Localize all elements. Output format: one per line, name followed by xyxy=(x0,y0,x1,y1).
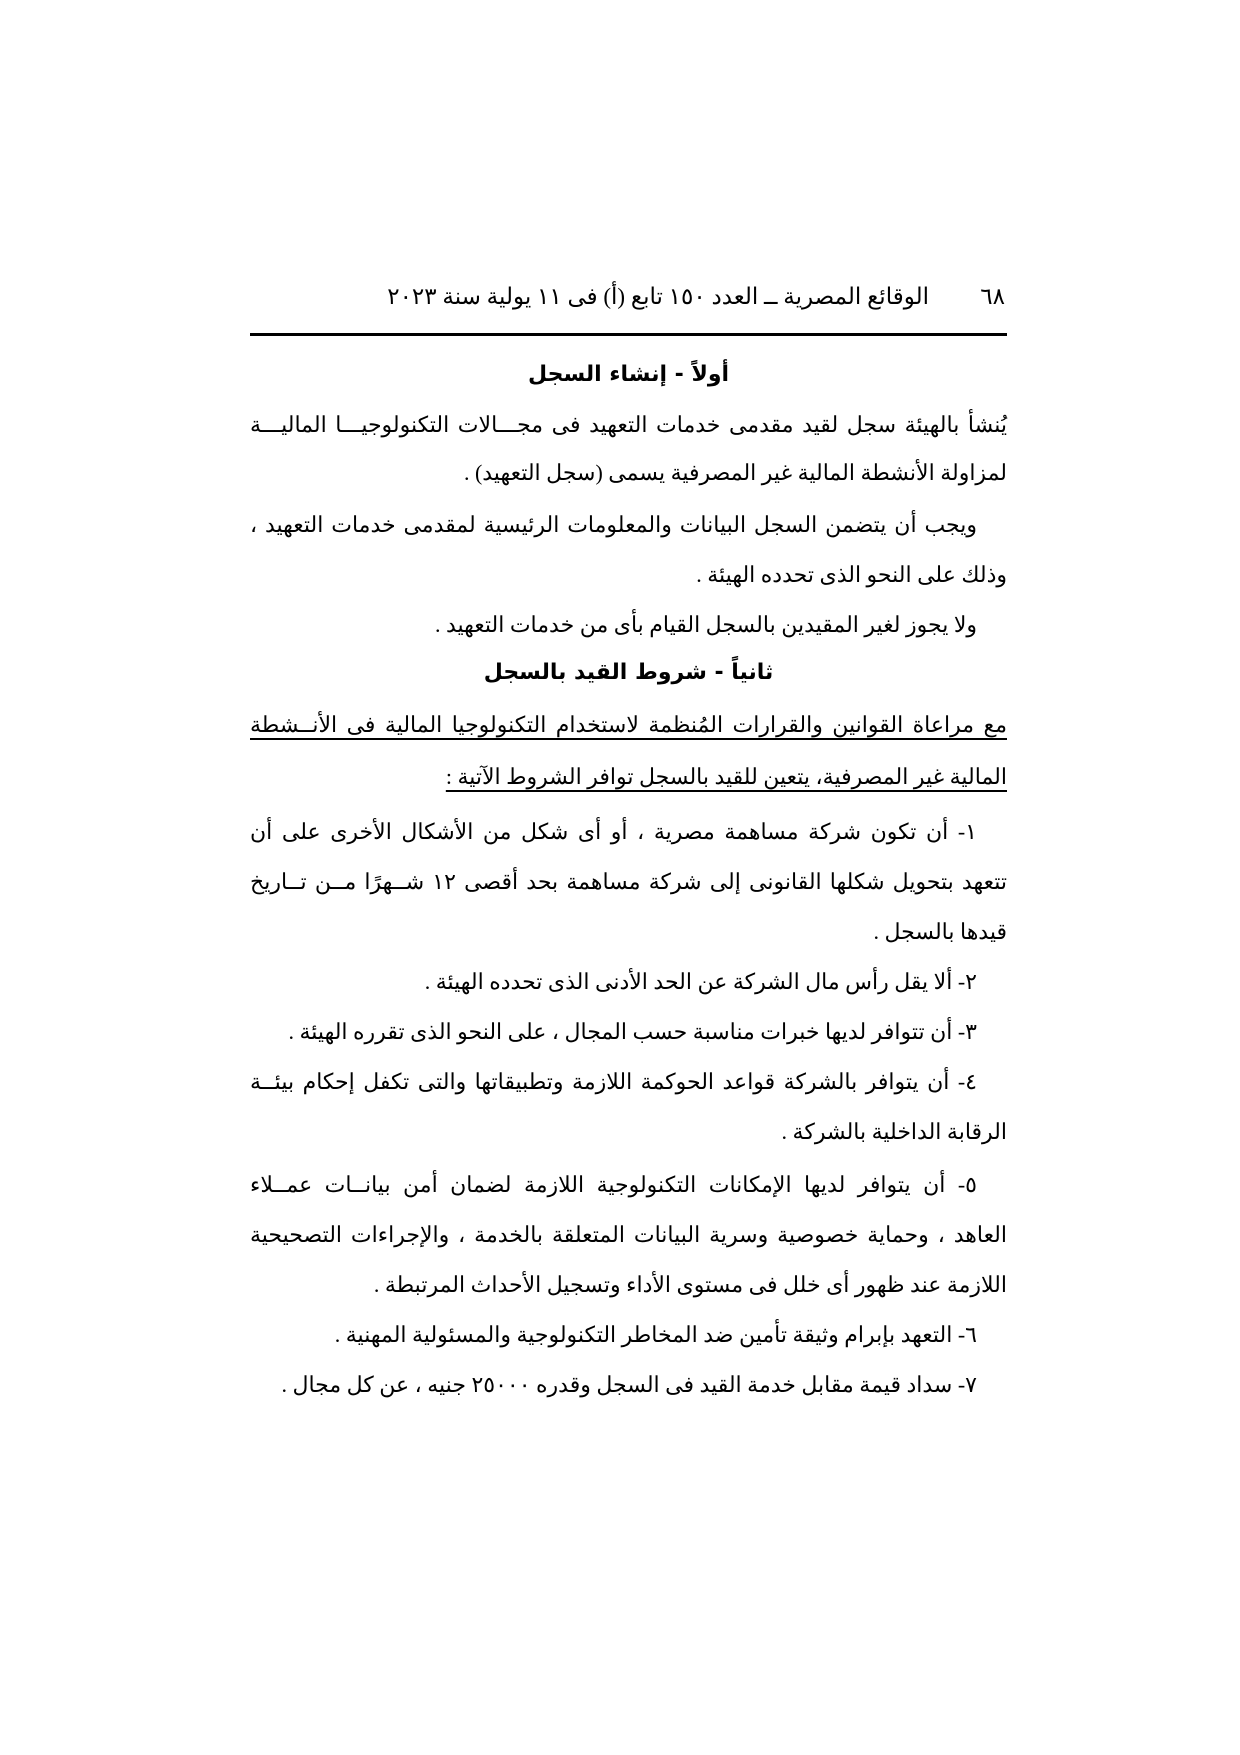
document-page xyxy=(250,0,1007,1755)
condition-line: ٣- أن تتوافر لديها خبرات مناسبة حسب المجال ، على النحو الذى تقرره الهيئة . xyxy=(288,1019,977,1044)
condition-line: ٤- أن يتوافر بالشركة قواعد الحوكمة اللازمة وتطبيقاتها والتى تكفل إحكام بيئــة xyxy=(250,1069,977,1094)
condition-line: تتعهد بتحويل شكلها القانونى إلى شركة مساهمة بحد أقصى ١٢ شــهرًا مــن تــاريخ xyxy=(250,869,1007,894)
intro-line: المالية غير المصرفية، يتعين للقيد بالسجل توافر الشروط الآتية : xyxy=(445,764,1007,789)
paragraph-line: ولا يجوز لغير المقيدين بالسجل القيام بأى من خدمات التعهيد . xyxy=(434,612,977,637)
condition-line: ٦- التعهد بإبرام وثيقة تأمين ضد المخاطر التكنولوجية والمسئولية المهنية . xyxy=(334,1322,977,1347)
condition-line: العاهد ، وحماية خصوصية وسرية البيانات المتعلقة بالخدمة ، والإجراءات التصحيحية xyxy=(250,1222,1007,1247)
paragraph-line: يُنشأ بالهيئة سجل لقيد مقدمى خدمات التعهيد فى مجـــالات التكنولوجيـــا الماليـــة xyxy=(250,412,1007,437)
page-header xyxy=(250,284,1007,324)
condition-line: ٢- ألا يقل رأس مال الشركة عن الحد الأدنى الذى تحدده الهيئة . xyxy=(424,969,977,994)
intro-line: مع مراعاة القوانين والقرارات المُنظمة لاستخدام التكنولوجيا المالية فى الأنــشطة xyxy=(250,712,1007,737)
paragraph-line: لمزاولة الأنشطة المالية غير المصرفية يسمى (سجل التعهيد) . xyxy=(463,460,1007,485)
condition-line: ٧- سداد قيمة مقابل خدمة القيد فى السجل وقدره ٢٥٠٠٠ جنيه ، عن كل مجال . xyxy=(281,1372,977,1397)
section-heading-1: أولاً - إنشاء السجل xyxy=(527,362,730,387)
paragraph-line: وذلك على النحو الذى تحدده الهيئة . xyxy=(696,562,1007,587)
condition-line: الرقابة الداخلية بالشركة . xyxy=(781,1119,1007,1144)
gazette-title: الوقائع المصرية ــ العدد ١٥٠ تابع (أ) فى ١١ يولية سنة ٢٠٢٣ xyxy=(387,284,929,309)
condition-line: ٥- أن يتوافر لديها الإمكانات التكنولوجية اللازمة لضمان أمن بيانــات عمــلاء xyxy=(250,1172,977,1197)
condition-line: قيدها بالسجل . xyxy=(873,919,1007,944)
condition-line: ١- أن تكون شركة مساهمة مصرية ، أو أى شكل من الأشكال الأخرى على أن xyxy=(250,819,977,844)
page-number: ٦٨ xyxy=(980,284,1005,309)
header-rule xyxy=(250,333,1007,336)
condition-line: اللازمة عند ظهور أى خلل فى مستوى الأداء وتسجيل الأحداث المرتبطة . xyxy=(373,1272,1007,1297)
section-heading-2: ثانياً - شروط القيد بالسجل xyxy=(483,660,774,685)
paragraph-line: ويجب أن يتضمن السجل البيانات والمعلومات الرئيسية لمقدمى خدمات التعهيد ، xyxy=(250,512,977,537)
